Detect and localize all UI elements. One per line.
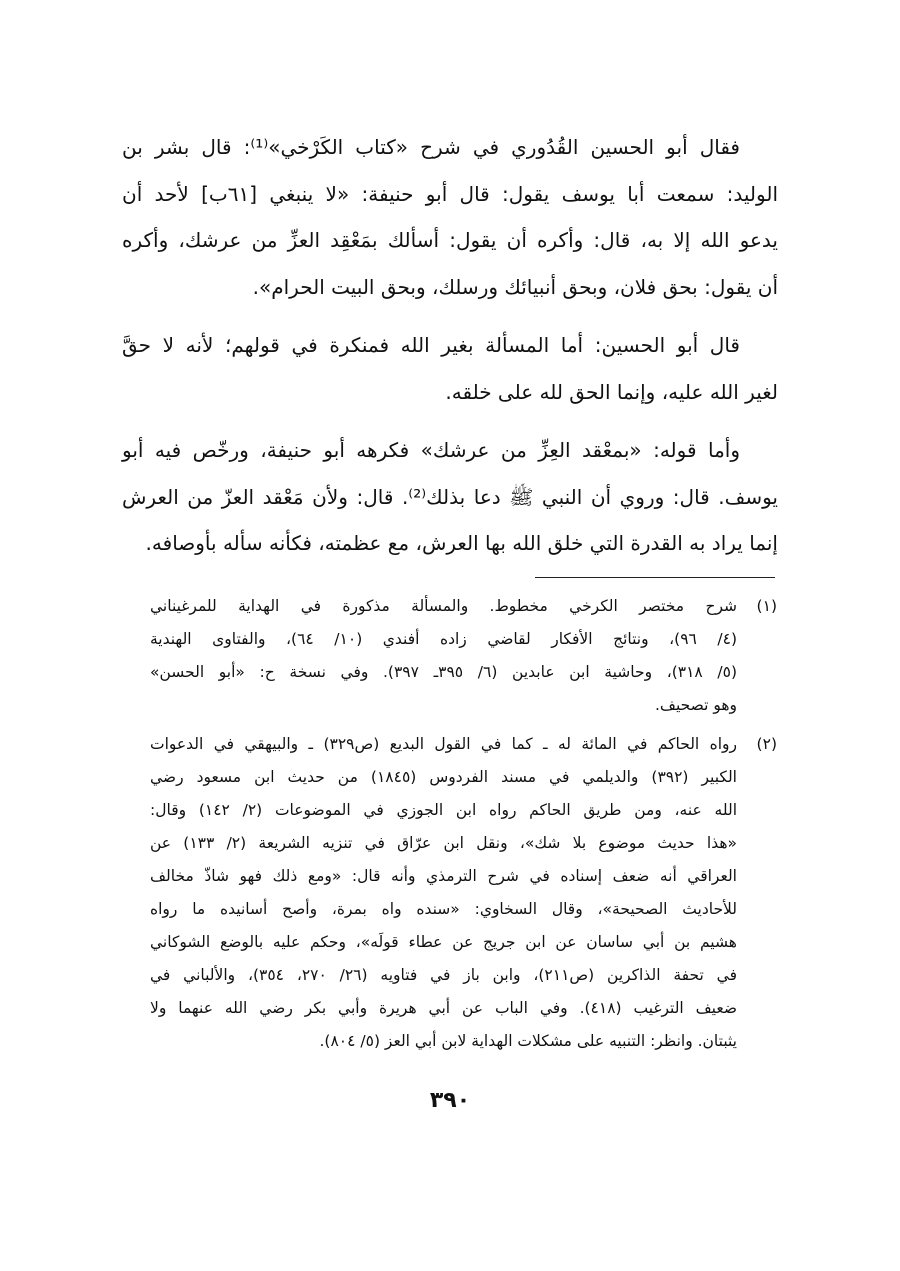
footnote-line: يثبتان. وانظر: التنبيه على مشكلات الهداية لابن أبي العز (٥/ ٨٠٤). xyxy=(319,1032,737,1050)
footnote-line: للأحاديث الصحيحة»، وقال السخاوي: «سنده واه بمرة، وأصح أسانيده ما رواه xyxy=(150,900,737,918)
text-line: لغير الله عليه، وإنما الحق لله على خلقه. xyxy=(445,379,778,404)
footnote-marker: (١) xyxy=(756,597,777,615)
footnote-marker: (٢) xyxy=(756,735,777,753)
text-line: يوسف. قال: وروي أن النبي ﷺ دعا بذلك⁽²⁾. قال: ولأن مَعْقد العزّ من العرش xyxy=(122,484,778,509)
page-number: ٣٩٠ xyxy=(429,1088,471,1113)
text-line: إنما يراد به القدرة التي خلق الله بها العرش، مع عظمته، فكأنه سأله بأوصافه. xyxy=(145,531,778,555)
text-line: قال أبو الحسين: أما المسألة بغير الله فمنكرة في قولهم؛ لأنه لا حقَّ xyxy=(122,333,740,357)
text-line: يدعو الله إلا به، قال: وأكره أن يقول: أسألك بمَعْقِد العزِّ من عرشك، وأكره xyxy=(122,228,778,252)
footnote-separator xyxy=(535,577,775,578)
footnote-1 xyxy=(150,590,777,722)
footnote-line: في تحفة الذاكرين (ص٢١١)، وابن باز في فتاويه (٢٦/ ٢٧٠، ٣٥٤)، والألباني في xyxy=(150,966,737,984)
text-line: وأما قوله: «بمعْقد العِزِّ من عرشك» فكرهه أبو حنيفة، ورخّص فيه أبو xyxy=(122,438,740,462)
main-text xyxy=(122,124,778,579)
paragraph-1 xyxy=(122,124,778,310)
footnote-line: «هذا حديث موضوع بلا شك»، ونقل ابن عرّاق في تنزيه الشريعة (٢/ ١٣٣) عن xyxy=(150,834,737,852)
paragraph-3 xyxy=(122,427,778,567)
footnote-line: (٥/ ٣١٨)، وحاشية ابن عابدين (٦/ ٣٩٥ـ ٣٩٧). وفي نسخة ح: «أبو الحسن» xyxy=(150,663,737,681)
footnote-line: ضعيف الترغيب (٤١٨). وفي الباب عن أبي هريرة وأبي بكر رضي الله عنهما ولا xyxy=(150,999,737,1017)
footnote-line: الله عنه، ومن طريق الحاكم رواه ابن الجوزي في الموضوعات (٢/ ١٤٢) وقال: xyxy=(150,801,737,819)
paragraph-2 xyxy=(122,322,778,415)
footnote-line: العراقي أنه ضعف إسناده في شرح الترمذي وأنه قال: «ومع ذلك فهو شاذّ مخالف xyxy=(150,867,737,885)
footnotes xyxy=(150,590,777,1064)
footnote-line: هشيم بن أبي ساسان عن ابن جريج عن عطاء قولَه»، وحكم عليه بالوضع الشوكاني xyxy=(150,933,737,951)
text-line: أن يقول: بحق فلان، وبحق أنبيائك ورسلك، وبحق البيت الحرام». xyxy=(252,274,778,299)
text-line: الوليد: سمعت أبا يوسف يقول: قال أبو حنيفة: «لا ينبغي [٦١ب] لأحد أن xyxy=(122,181,778,206)
footnote-line: رواه الحاكم في المائة له ـ كما في القول البديع (ص٣٢٩) ـ والبيهقي في الدعوات xyxy=(150,735,737,753)
footnote-2 xyxy=(150,728,777,1058)
footnote-line: (٤/ ٩٦)، ونتائج الأفكار لقاضي زاده أفندي (١٠/ ٦٤)، والفتاوى الهندية xyxy=(150,630,737,648)
footnote-line: شرح مختصر الكرخي مخطوط. والمسألة مذكورة في الهداية للمرغيناني xyxy=(150,597,737,615)
footnote-line: الكبير (٣٩٢) والديلمي في مسند الفردوس (١٨٤٥) من حديث ابن مسعود رضي xyxy=(150,768,737,786)
footnote-line: وهو تصحيف. xyxy=(654,696,737,714)
text-line: فقال أبو الحسين القُدُوري في شرح «كتاب الكَرْخي»⁽¹⁾: قال بشر بن xyxy=(122,135,740,159)
